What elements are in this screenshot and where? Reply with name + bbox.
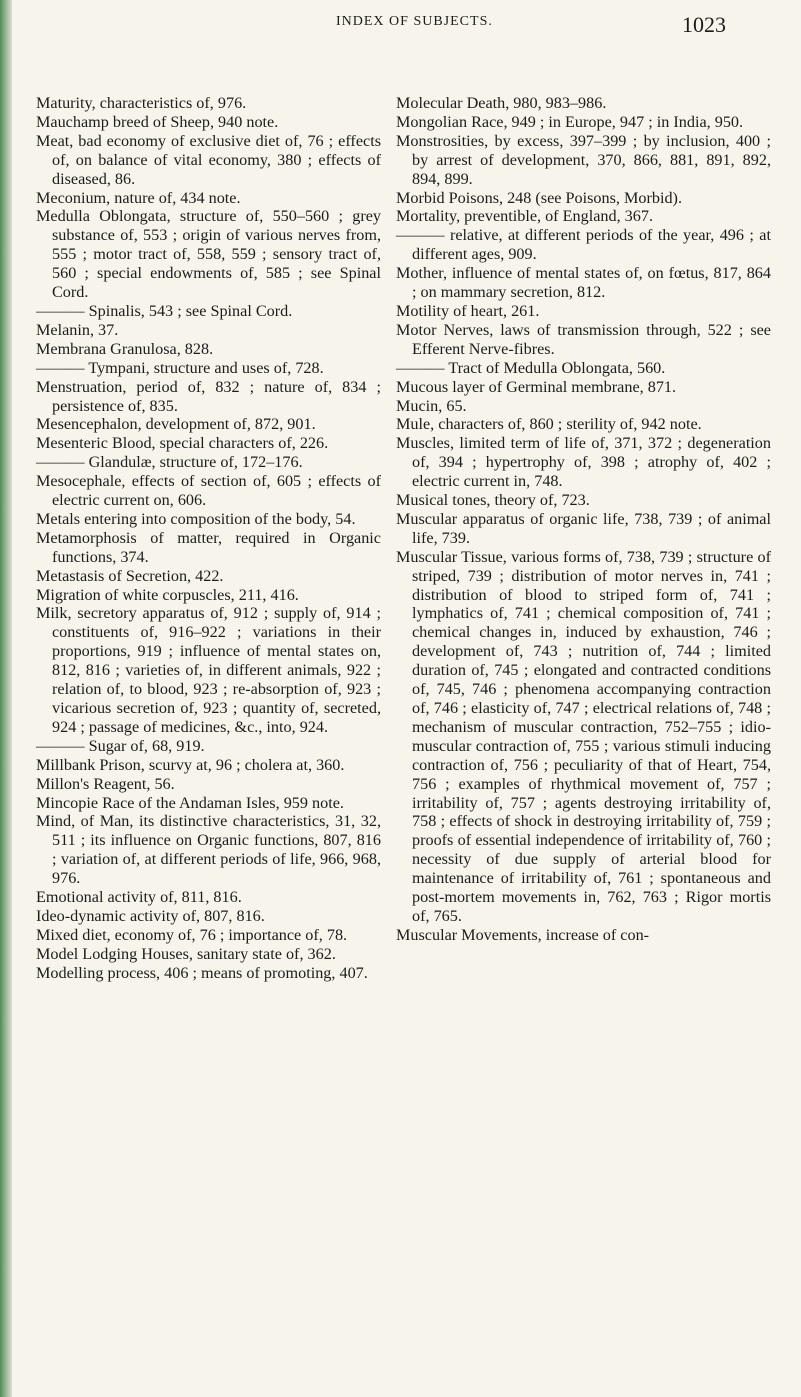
index-entry: Mule, characters of, 860 ; sterility of, 942 note. [396,415,702,434]
index-entry: Mucous layer of Germinal membrane, 871. [396,377,677,396]
index-entry: Modelling process, 406 ; means of promoting, 407. [36,963,368,982]
index-entry: Mauchamp breed of Sheep, 940 note. [36,112,279,131]
index-entry: ——— Glandulæ, structure of, 172–176. [36,453,303,472]
index-entry: Mother, influence of mental states of, on fœtus, 817, 864 ; on mammary secretion, 812. [396,264,771,302]
index-entry: Millon's Reagent, 56. [36,774,175,793]
index-entry: Emotional activity of, 811, 816. [36,888,242,907]
right-column [396,94,771,945]
index-entry: Mucin, 65. [396,396,467,415]
index-entry: ——— Tympani, structure and uses of, 728. [36,358,324,377]
index-entry: Molecular Death, 980, 983–986. [396,94,607,112]
index-entry: Muscles, limited term of life of, 371, 372 ; degeneration of, 394 ; hypertrophy of, 398 ; atrophy of, 402 ; electric current in, 748. [396,434,771,491]
index-entry: Muscular Movements, increase of con- [396,925,650,944]
index-entry: Membrana Granulosa, 828. [36,339,214,358]
index-entry: Morbid Poisons, 248 (see Poisons, Morbid). [396,188,682,207]
index-entry: Metals entering into composition of the body, 54. [36,509,356,528]
index-entry: Muscular apparatus of organic life, 738, 739 ; of animal life, 739. [396,509,771,547]
index-entry: Mind, of Man, its distinctive characteristics, 31, 32, 511 ; its influence on Organic functions, 807, 816 ; variation of, at different periods of life, 966, 968, 976. [36,812,381,888]
index-entry: Ideo-dynamic activity of, 807, 816. [36,906,265,925]
running-head: INDEX OF SUBJECTS. [336,14,493,29]
index-entry: Mesocephale, effects of section of, 605 ; effects of electric current on, 606. [36,472,381,510]
index-entry: Musical tones, theory of, 723. [396,491,590,510]
page-header [0,8,801,48]
index-entry: Mongolian Race, 949 ; in Europe, 947 ; in India, 950. [396,112,744,131]
index-entry: Motor Nerves, laws of transmission through, 522 ; see Efferent Nerve-fibres. [396,320,771,358]
index-entry: ——— Tract of Medulla Oblongata, 560. [396,358,666,377]
index-entry: Mesencephalon, development of, 872, 901. [36,415,316,434]
index-entry: Muscular Tissue, various forms of, 738, 739 ; structure of striped, 739 ; distribution of motor nerves in, 741 ; distribution of blood to striped form of, 741 ; lymphatics of, 741 ; chemical composition of, 741 ; chemical changes in, induced by exhaustion, 746 ; development of, 743 ; nutrition of, 744 ; limited duration of, 745 ; elongated and contracted conditions of, 745, 746 ; phenomena accompanying contraction of, 746 ; elasticity of, 747 ; electrical relations of, 748 ; mechanism of muscular contraction, 752–755 ; idio-muscular contraction of, 755 ; various stimuli inducing contraction of, 756 ; peculiarity of that of Heart, 754, 756 ; examples of rhythmical movement of, 757 ; irritability of, 757 ; agents destroying irritability of, 758 ; effects of shock in destroying irritability of, 759 ; proofs of essential independence of irritability of, 760 ; necessity of due supply of arterial blood for maintenance of irritability of, 761 ; spontaneous and post-mortem movements in, 762, 763 ; Rigor mortis of, 765. [396,547,771,925]
index-entry: Monstrosities, by excess, 397–399 ; by inclusion, 400 ; by arrest of development, 370, 866, 881, 891, 892, 894, 899. [396,131,771,188]
index-entry: Medulla Oblongata, structure of, 550–560 ; grey substance of, 553 ; origin of various nerves from, 555 ; motor tract of, 558, 559 ; sensory tract of, 560 ; special endowments of, 585 ; see Spinal Cord. [36,207,381,302]
index-entry: Motility of heart, 261. [396,301,540,320]
index-entry: Metastasis of Secretion, 422. [36,566,224,585]
index-entry: Maturity, characteristics of, 976. [36,94,247,112]
index-entry: Model Lodging Houses, sanitary state of, 362. [36,944,336,963]
index-entry: Meconium, nature of, 434 note. [36,188,241,207]
page-edge [0,0,12,1397]
index-entry: ——— Spinalis, 543 ; see Spinal Cord. [36,301,293,320]
index-entry: ——— Sugar of, 68, 919. [36,736,205,755]
index-entry: Metamorphosis of matter, required in Organic functions, 374. [36,528,381,566]
index-entry: Mincopie Race of the Andaman Isles, 959 note. [36,793,344,812]
index-entry: ——— relative, at different periods of the year, 496 ; at different ages, 909. [396,226,771,264]
index-entry: Millbank Prison, scurvy at, 96 ; cholera at, 360. [36,755,345,774]
index-entry: Menstruation, period of, 832 ; nature of, 834 ; persistence of, 835. [36,377,381,415]
index-entry: Mesenteric Blood, special characters of, 226. [36,434,329,453]
page-number: 1023 [682,12,726,37]
index-entry: Melanin, 37. [36,320,119,339]
index-entry: Meat, bad economy of exclusive diet of, 76 ; effects of, on balance of vital economy, 380 ; effects of diseased, 86. [36,131,381,188]
index-entry: Mixed diet, economy of, 76 ; importance of, 78. [36,925,348,944]
left-column [36,94,381,983]
index-entry: Mortality, preventible, of England, 367. [396,207,653,226]
index-entry: Migration of white corpuscles, 211, 416. [36,585,299,604]
index-entry: Milk, secretory apparatus of, 912 ; supply of, 914 ; constituents of, 916–922 ; variations in their proportions, 919 ; influence of mental states on, 812, 816 ; varieties of, in different animals, 922 ; relation of, to blood, 923 ; re-absorption of, 923 ; vicarious secretion of, 923 ; quantity of, secreted, 924 ; passage of medicines, &c., into, 924. [36,604,381,736]
